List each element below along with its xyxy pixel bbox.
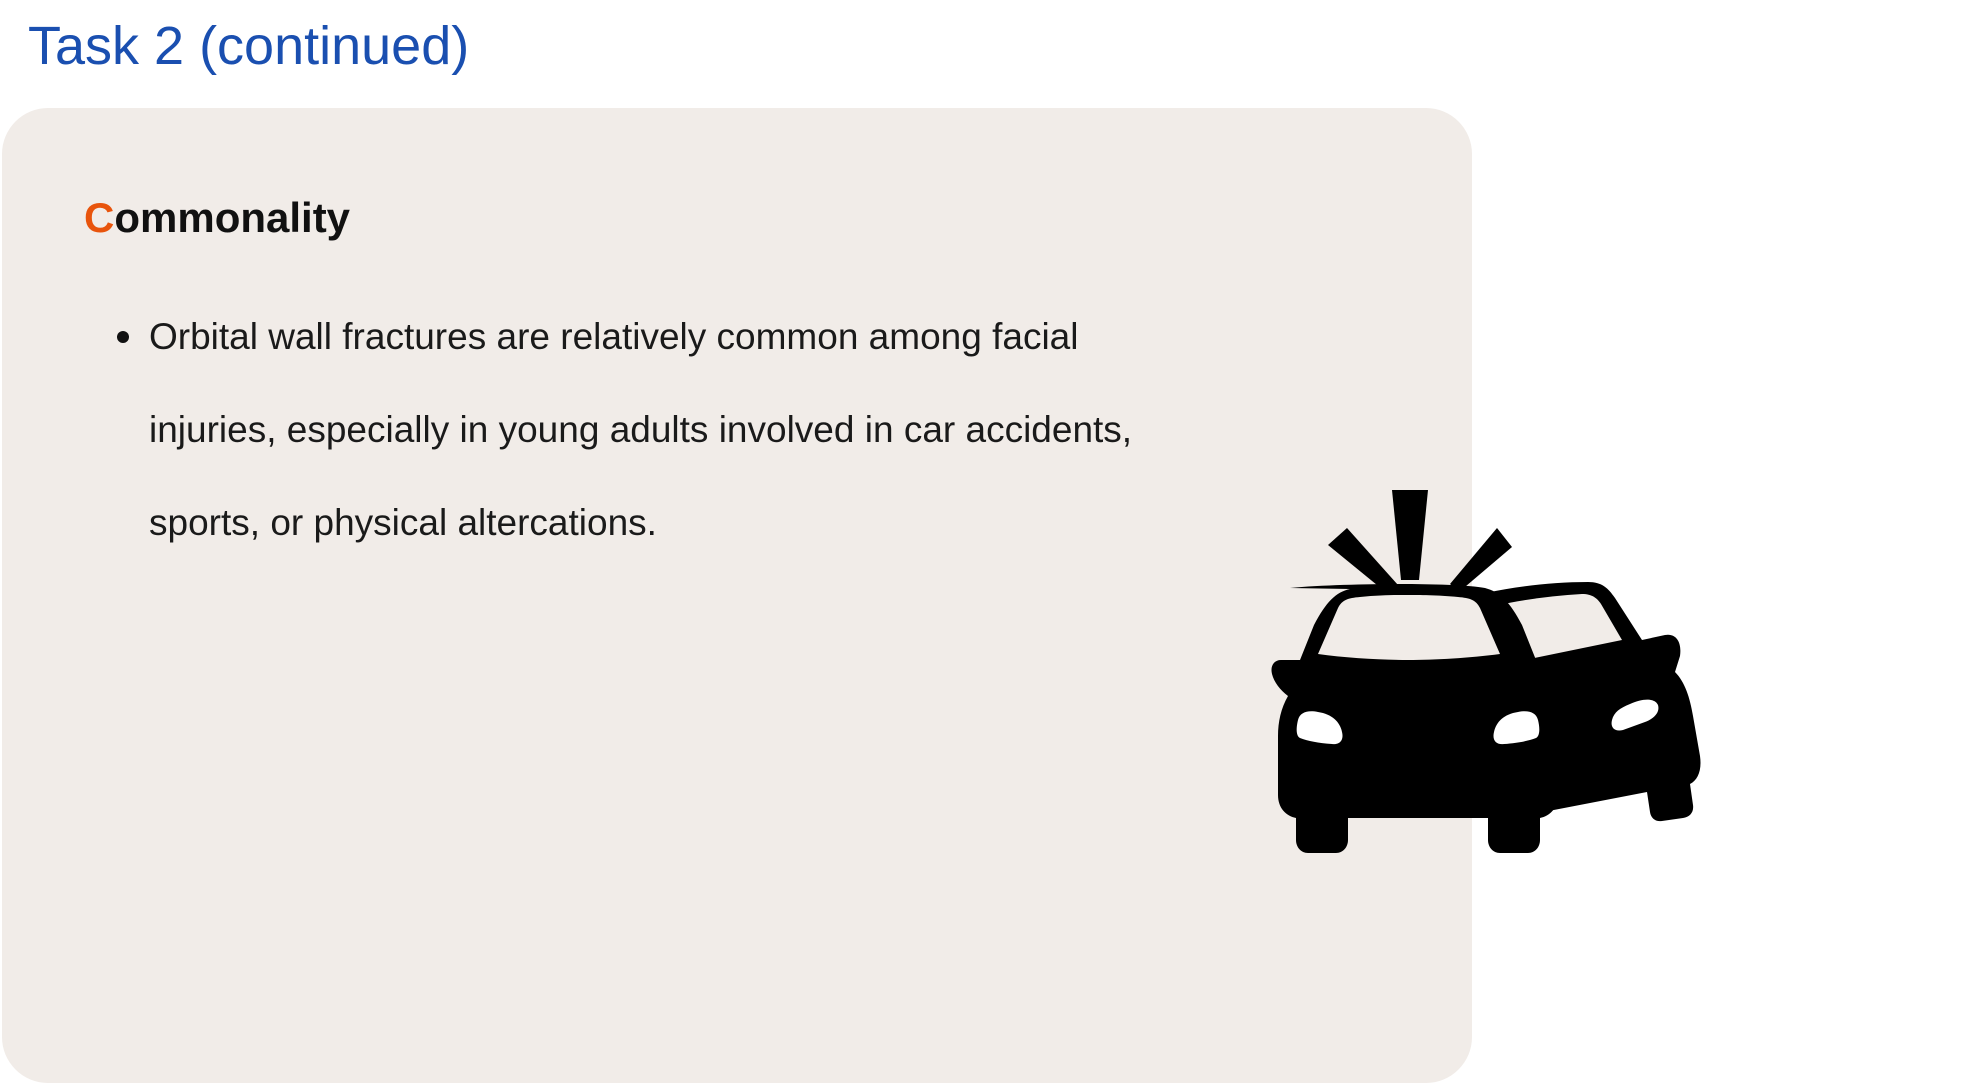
bullet-dot-icon — [117, 331, 129, 343]
impact-burst-icon — [1328, 490, 1512, 594]
section-heading — [84, 190, 350, 246]
bullet-item — [117, 290, 1157, 569]
car-crash-icon — [1150, 490, 1730, 900]
heading-rest: ommonality — [114, 194, 351, 241]
bullet-list — [117, 290, 1157, 569]
heading-accent-letter: C — [84, 194, 115, 241]
slide-title: Task 2 (continued) — [28, 16, 470, 76]
bullet-text: Orbital wall fractures are relatively common among facial injuries, especially in young adults involved in car accidents, sports, or physical altercations. — [149, 316, 1133, 543]
front-car-icon — [1271, 584, 1564, 853]
